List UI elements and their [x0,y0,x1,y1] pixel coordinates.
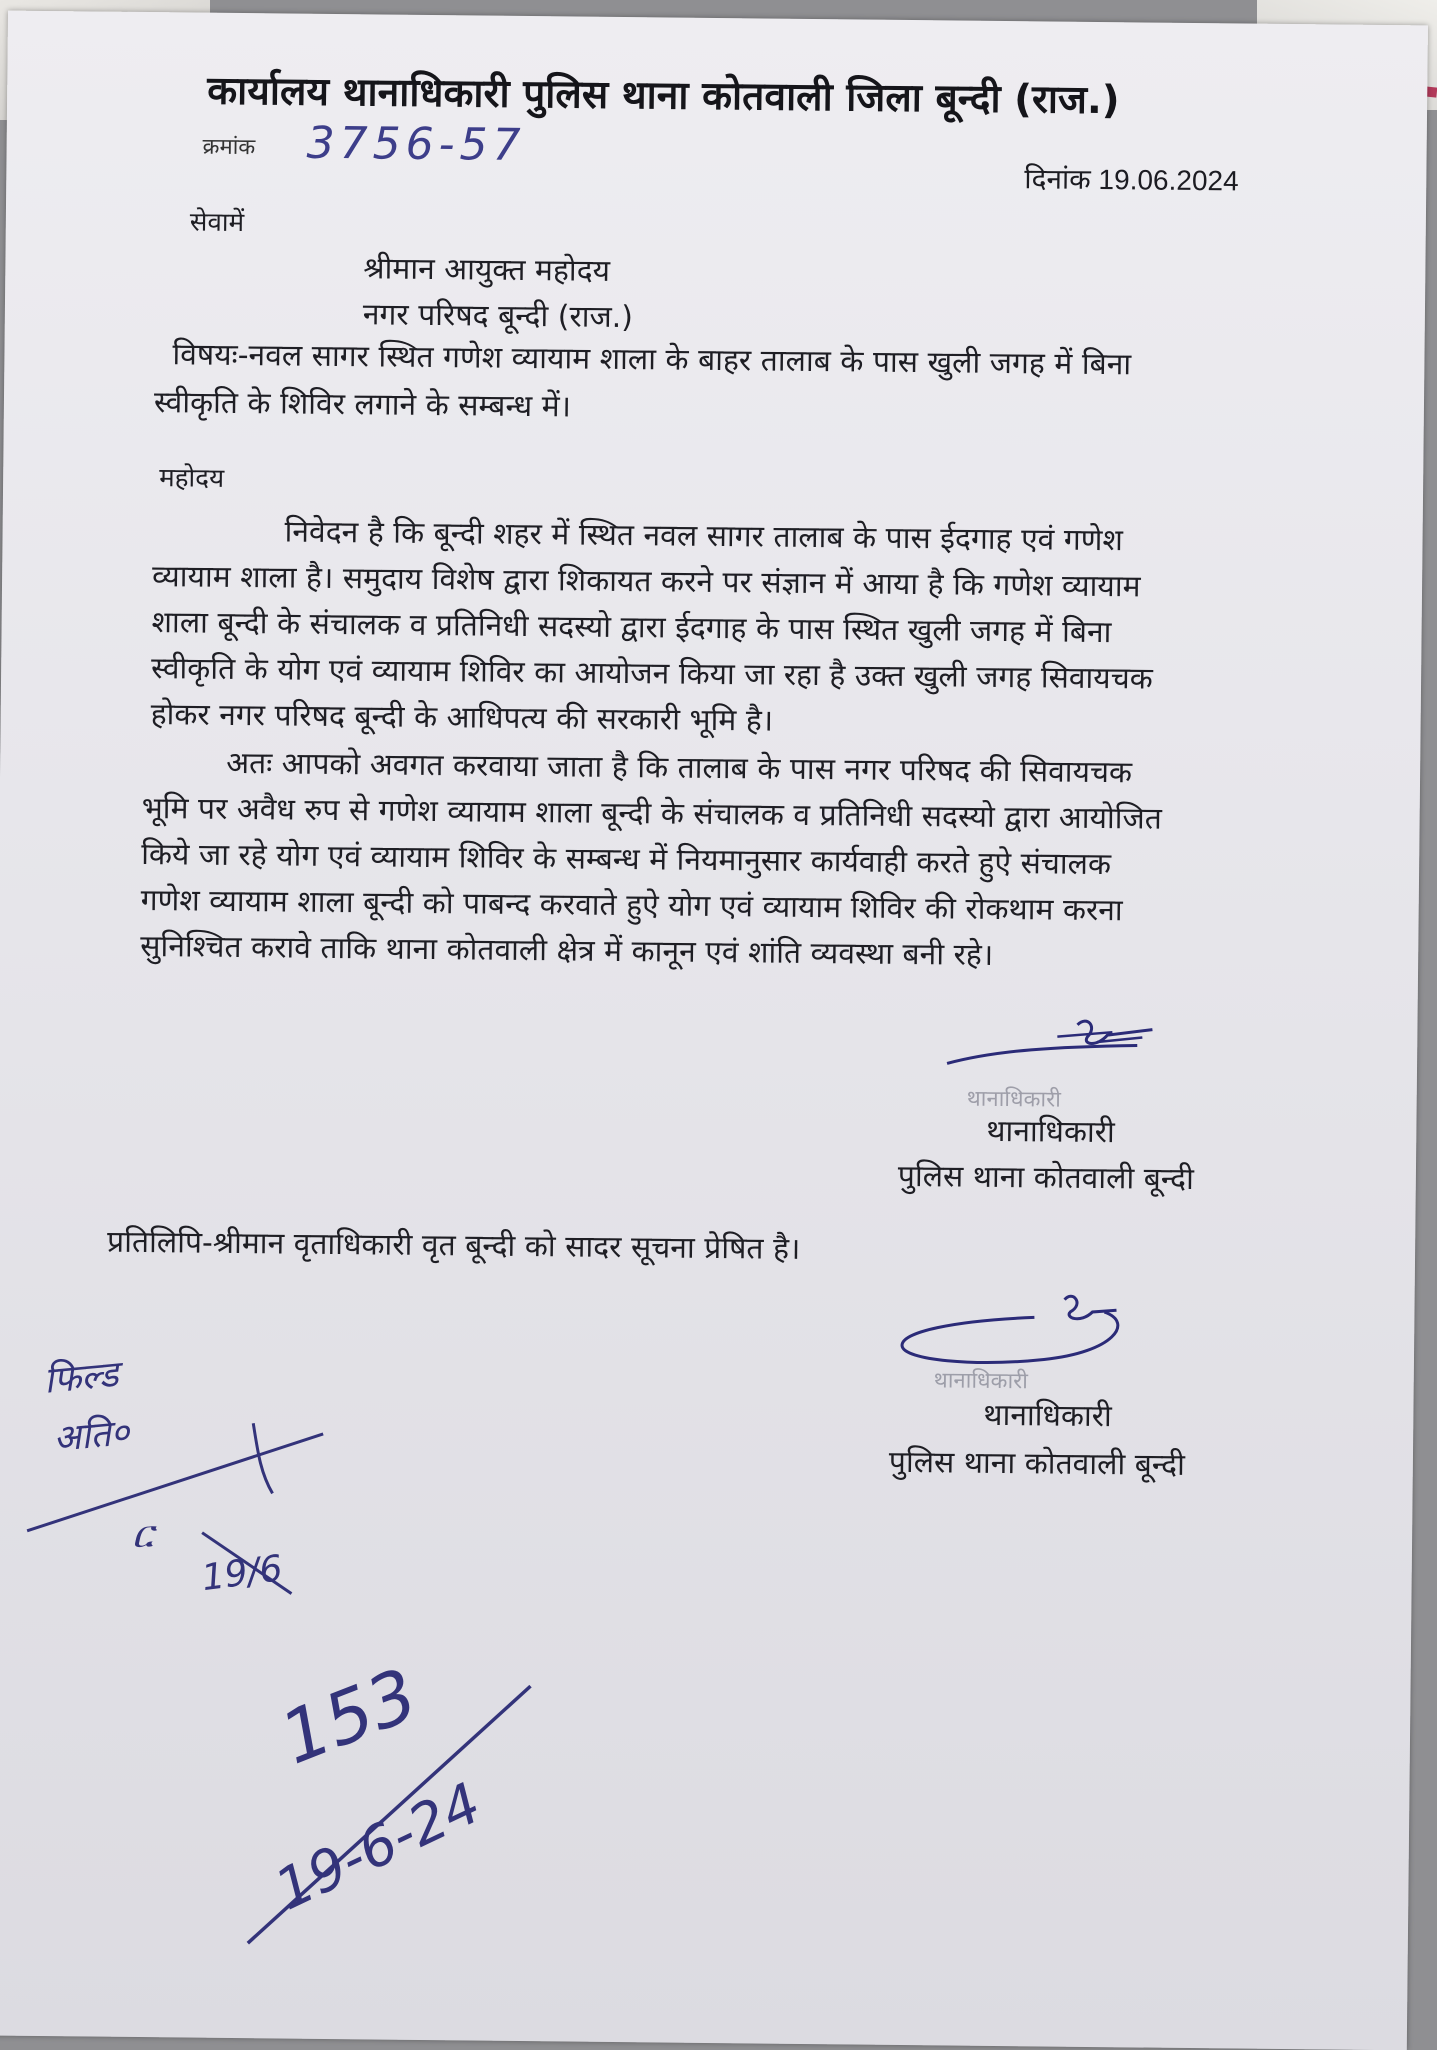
para2-line-4: गणेश व्यायाम शाला बून्दी को पाबन्द करवाते हुऐ योग एवं व्यायाम शिविर की रोकथाम करना [140,883,1123,929]
para2-line-1: अतः आपको अवगत करवाया जाता है कि तालाब के पास नगर परिषद की सिवायचक [225,745,1133,791]
ref-label: क्रमांक [202,134,256,161]
subject-line-1: विषयः-नवल सागर स्थित गणेश व्यायाम शाला के बाहर तालाब के पास खुली जगह में बिना [172,337,1132,383]
greeting: महोदय [158,463,225,494]
signature-1-icon [937,1005,1168,1087]
sig1-office: पुलिस थाना कोतवाली बून्दी [897,1158,1195,1198]
para2-line-2: भूमि पर अवैध रुप से गणेश व्यायाम शाला बून्दी के संचालक व प्रतिनिधी सदस्यो द्वारा आयोजित [141,791,1163,837]
para1-line-2: व्यायाम शाला है। समुदाय विशेष द्वारा शिकायत करने पर संज्ञान में आया है कि गणेश व्यायाम [151,559,1141,605]
handwritten-number: 153 [269,1652,429,1781]
sig2-title: थानाधिकारी [983,1397,1112,1435]
para1-line-5: होकर नगर परिषद बून्दी के आधिपत्य की सरकारी भूमि है। [150,697,774,739]
handwritten-initials: ር [131,1511,154,1557]
subject-line-2: स्वीकृति के शिविर लगाने के सम्बन्ध में। [153,385,572,425]
handwritten-note-3: 19/6 [199,1548,285,1600]
para2-line-5: सुनिश्चित करावे ताकि थाना कोतवाली क्षेत्र में कानून एवं शांति व्यवस्था बनी रहे। [140,929,994,973]
recipient-line-2: नगर परिषद बून्दी (राज.) [362,297,634,336]
stamp-ghost-2: थानाधिकारी [933,1368,1029,1395]
handwritten-note-1: फिल्ड [42,1353,121,1402]
sig1-title: थानाधिकारी [986,1113,1115,1151]
para1-line-4: स्वीकृति के योग एवं व्यायाम शिविर का आयोजन किया जा रहा है उक्त खुली जगह सिवायचक [150,651,1153,697]
para2-line-3: किये जा रहे योग एवं व्यायाम शिविर के सम्बन्ध में नियमानुसार कार्यवाही करते हुऐ संचालक [141,837,1112,883]
handwritten-date: 19-6-24 [265,1770,491,1924]
handwritten-note-2: अति० [51,1412,132,1460]
letter-paper [0,11,1428,2050]
salutation: सेवामें [189,207,245,239]
para1-line-3: शाला बून्दी के संचालक व प्रतिनिधी सदस्यो द्वारा ईदगाह के पास स्थित खुली जगह में बिना [151,605,1112,651]
recipient-line-1: श्रीमान आयुक्त महोदय [363,251,611,289]
ref-number-handwritten: 3756-57 [306,117,526,171]
copy-note: प्रतिलिपि-श्रीमान वृताधिकारी वृत बून्दी को सादर सूचना प्रेषित है। [106,1224,801,1267]
para1-line-1: निवेदन है कि बून्दी शहर में स्थित नवल सागर तालाब के पास ईदगाह एवं गणेश [284,514,1124,559]
sig2-office: पुलिस थाना कोतवाली बून्दी [888,1444,1186,1483]
letter-date: दिनांक 19.06.2024 [1024,163,1239,197]
office-header: कार्यालय थानाधिकारी पुलिस थाना कोतवाली जिला बून्दी (राज.) [206,68,1120,124]
stamp-ghost-1: थानाधिकारी [966,1086,1062,1113]
